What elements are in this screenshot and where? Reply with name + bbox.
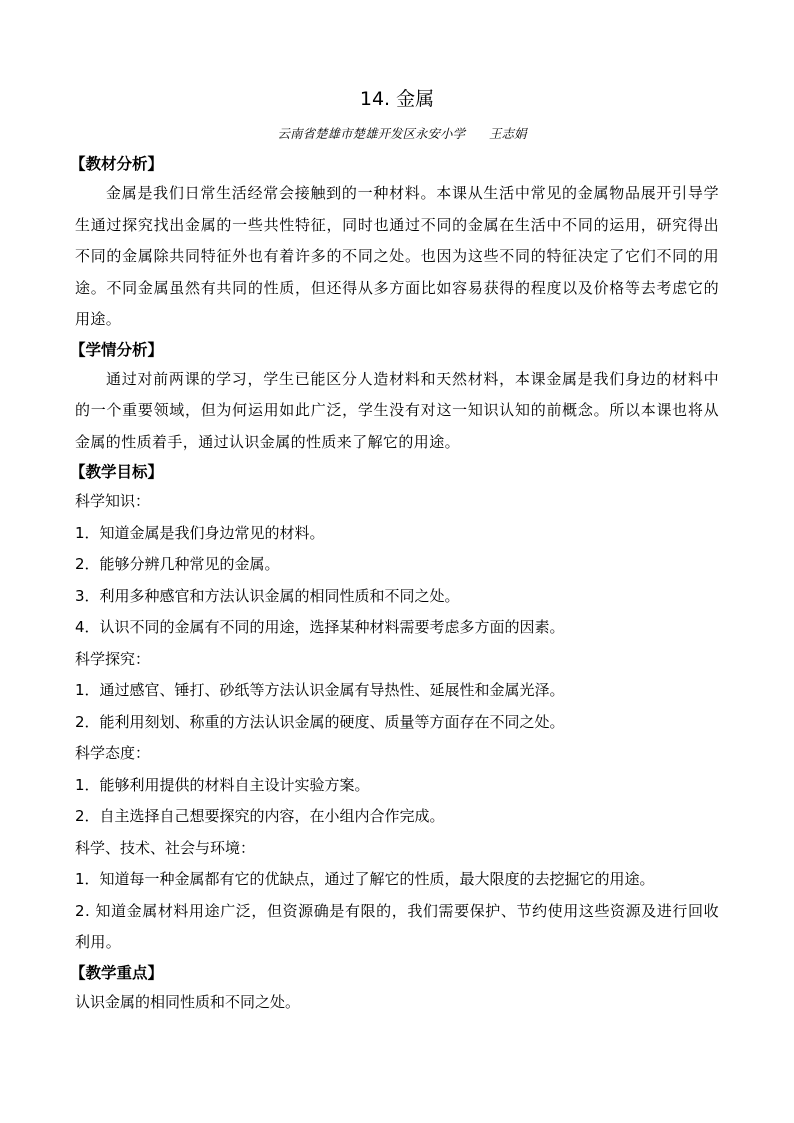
list-item: 3．利用多种感官和方法认识金属的相同性质和不同之处。 — [75, 586, 460, 605]
author-school: 云南省楚雄市楚雄开发区永安小学 — [277, 126, 465, 141]
analysis-paragraph: 金属是我们日常生活经常会接触到的一种材料。本课从生活中常见的金属物品展开引导学生通过探究找出金属的一些共性特征，同时也通过不同的金属在生活中不同的运用，研究得出不同的金属除共同特征外也有着许多的不同之处。也因为这些不同的特征决定了它们不同的用途。不同金属虽然有共同的性质，但还得从多方面比如容易获得的程度以及价格等去考虑它的用途。 — [75, 184, 719, 328]
list-item: 2. 知道金属材料用途广泛，但资源确是有限的，我们需要保护、节约使用这些资源及进行回收利用。 — [75, 901, 719, 951]
section-heading-focus: 【教学重点】 — [70, 963, 164, 982]
list-item: 2．能利用刻划、称重的方法认识金属的硬度、质量等方面存在不同之处。 — [75, 712, 565, 731]
list-item: 2．自主选择自己想要探究的内容，在小组内合作完成。 — [75, 807, 445, 825]
section-heading-analysis: 【教材分析】 — [70, 155, 164, 173]
learner-paragraph: 通过对前两课的学习，学生已能区分人造材料和天然材料，本课金属是我们身边的材料中的一个重要领域，但为何运用如此广泛，学生没有对这一知识认知的前概念。所以本课也将从金属的性质着手，通过认识金属的性质来了解它的用途。 — [75, 369, 719, 451]
list-item: 2．能够分辨几种常见的金属。 — [75, 555, 280, 573]
document-body — [70, 150, 719, 1018]
list-item: 1．能够利用提供的材料自主设计实验方案。 — [75, 775, 370, 794]
list-item: 1．知道金属是我们身边常见的材料。 — [75, 523, 325, 542]
stse-label: 科学、技术、社会与环境： — [75, 838, 256, 857]
section-heading-learner: 【学情分析】 — [70, 340, 164, 359]
author-line — [0, 125, 794, 143]
author-name: 王志娟 — [489, 126, 527, 141]
inquiry-label: 科学探究： — [75, 649, 151, 668]
attitude-label: 科学态度： — [75, 744, 151, 762]
list-item: 1．知道每一种金属都有它的优缺点，通过了解它的性质，最大限度的去挖掘它的用途。 — [75, 870, 655, 888]
list-item: 4．认识不同的金属有不同的用途，选择某种材料需要考虑多方面的因素。 — [75, 618, 565, 636]
knowledge-label: 科学知识： — [75, 492, 151, 510]
section-heading-goals: 【教学目标】 — [70, 463, 164, 481]
focus-paragraph: 认识金属的相同性质和不同之处。 — [75, 992, 301, 1011]
list-item: 1．通过感官、锤打、砂纸等方法认识金属有导热性、延展性和金属光泽。 — [75, 681, 565, 699]
document-title: 14. 金属 — [359, 88, 435, 110]
